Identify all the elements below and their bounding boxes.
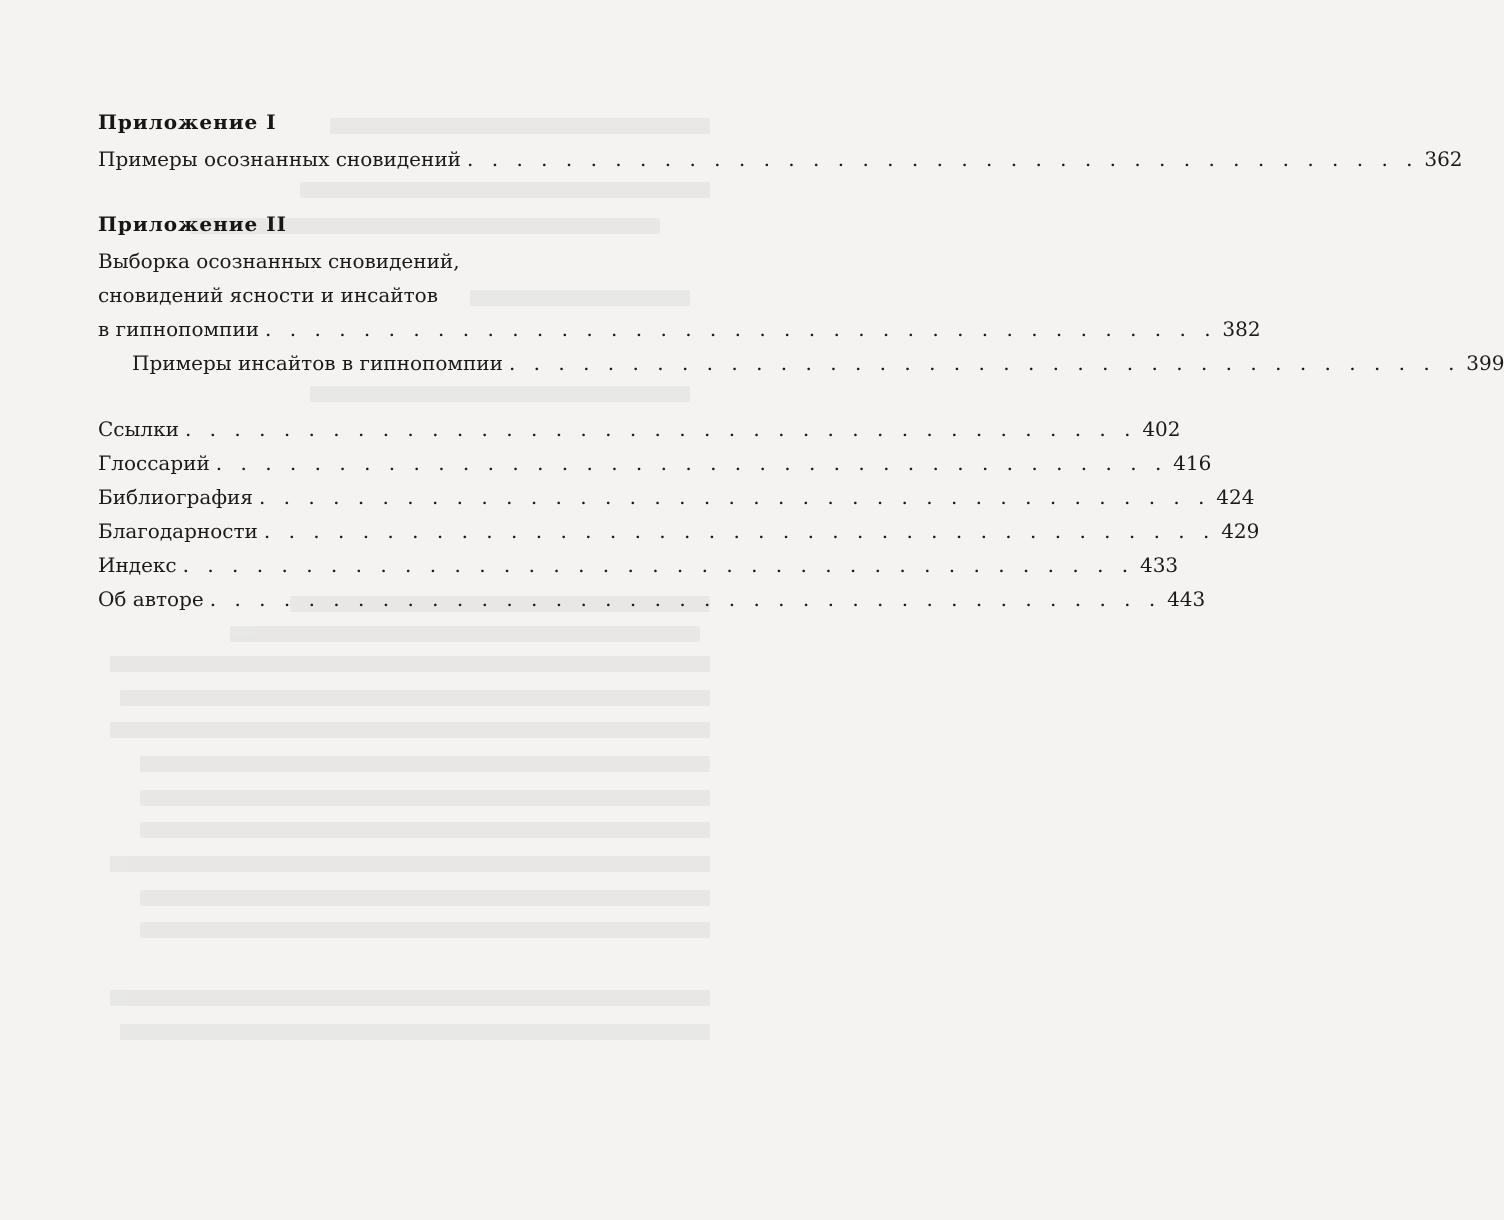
toc-entry-title: Примеры инсайтов в гипнопомпии (132, 351, 503, 375)
toc-entry-page: 433 (1139, 553, 1179, 577)
toc-entry-title: Библиография (98, 485, 253, 509)
toc-entry-acknowledgements[interactable] (98, 518, 1260, 544)
toc-leader-dots: . . . . . . . . . . . . . . . . . . . . . . . . . . . . . . . . . . . . . . . (209, 587, 1162, 611)
toc-entry-title: Ссылки (98, 417, 179, 441)
toc-entry-page: 399 (1466, 351, 1504, 375)
appendix-2-heading: Приложение II (98, 212, 287, 236)
toc-entry-index[interactable] (98, 552, 1179, 578)
toc-entry-about-author[interactable] (98, 586, 1206, 612)
toc-entry-title: Индекс (98, 553, 177, 577)
toc-entry-links[interactable] (98, 416, 1181, 442)
toc-leader-dots: . . . . . . . . . . . . . . . . . . . . . . . . . . . . . . . . . . . . . . . (182, 553, 1135, 577)
toc-leader-dots: . . . . . . . . . . . . . . . . . . . . . . . . . . . . . . . . . . . . . . . (467, 147, 1419, 171)
toc-leader-dots: . . . . . . . . . . . . . . . . . . . . . . . . . . . . . . . . . . . . . . . (263, 519, 1216, 543)
toc-entry-title: Примеры осознанных сновидений (98, 147, 462, 171)
toc-entry-page: 429 (1221, 519, 1260, 543)
toc-entry-title: в гипнопомпии (98, 317, 260, 341)
toc-entry-page: 362 (1424, 147, 1463, 171)
toc-entry-page: 443 (1167, 587, 1206, 611)
toc-leader-dots: . . . . . . . . . . . . . . . . . . . . . . . . . . . . . . . . . . . . . . . (258, 485, 1211, 509)
toc-entry-page: 402 (1142, 417, 1181, 441)
toc-entry[interactable] (98, 146, 1463, 172)
toc-leader-dots: . . . . . . . . . . . . . . . . . . . . . . . . . . . . . . . . . . . . . . . (508, 351, 1461, 375)
toc-entry-title: Выборка осознанных сновидений, (98, 249, 460, 273)
toc-entry-title: Благодарности (98, 519, 258, 543)
toc-entry-bibliography[interactable] (98, 484, 1255, 510)
toc-entry-line-2[interactable] (98, 282, 698, 308)
toc-entry-line-3[interactable] (98, 316, 1261, 342)
toc-entry-title: Об авторе (98, 587, 204, 611)
appendix-1-heading: Приложение I (98, 110, 277, 134)
toc-entry-page: 416 (1173, 451, 1212, 475)
toc-entry-page: 382 (1222, 317, 1261, 341)
toc-leader-dots: . . . . . . . . . . . . . . . . . . . . . . . . . . . . . . . . . . . . . . . (215, 451, 1168, 475)
toc-entry-line-1[interactable] (98, 248, 698, 274)
toc-entry-title: Глоссарий (98, 451, 210, 475)
toc-leader-dots: . . . . . . . . . . . . . . . . . . . . . . . . . . . . . . . . . . . . . . . (184, 417, 1137, 441)
toc-entry-page: 424 (1216, 485, 1255, 509)
toc-subentry[interactable] (132, 350, 1504, 376)
toc-entry-glossary[interactable] (98, 450, 1212, 476)
toc-leader-dots: . . . . . . . . . . . . . . . . . . . . . . . . . . . . . . . . . . . . . . . (265, 317, 1217, 341)
toc-entry-title: сновидений ясности и инсайтов (98, 283, 438, 307)
